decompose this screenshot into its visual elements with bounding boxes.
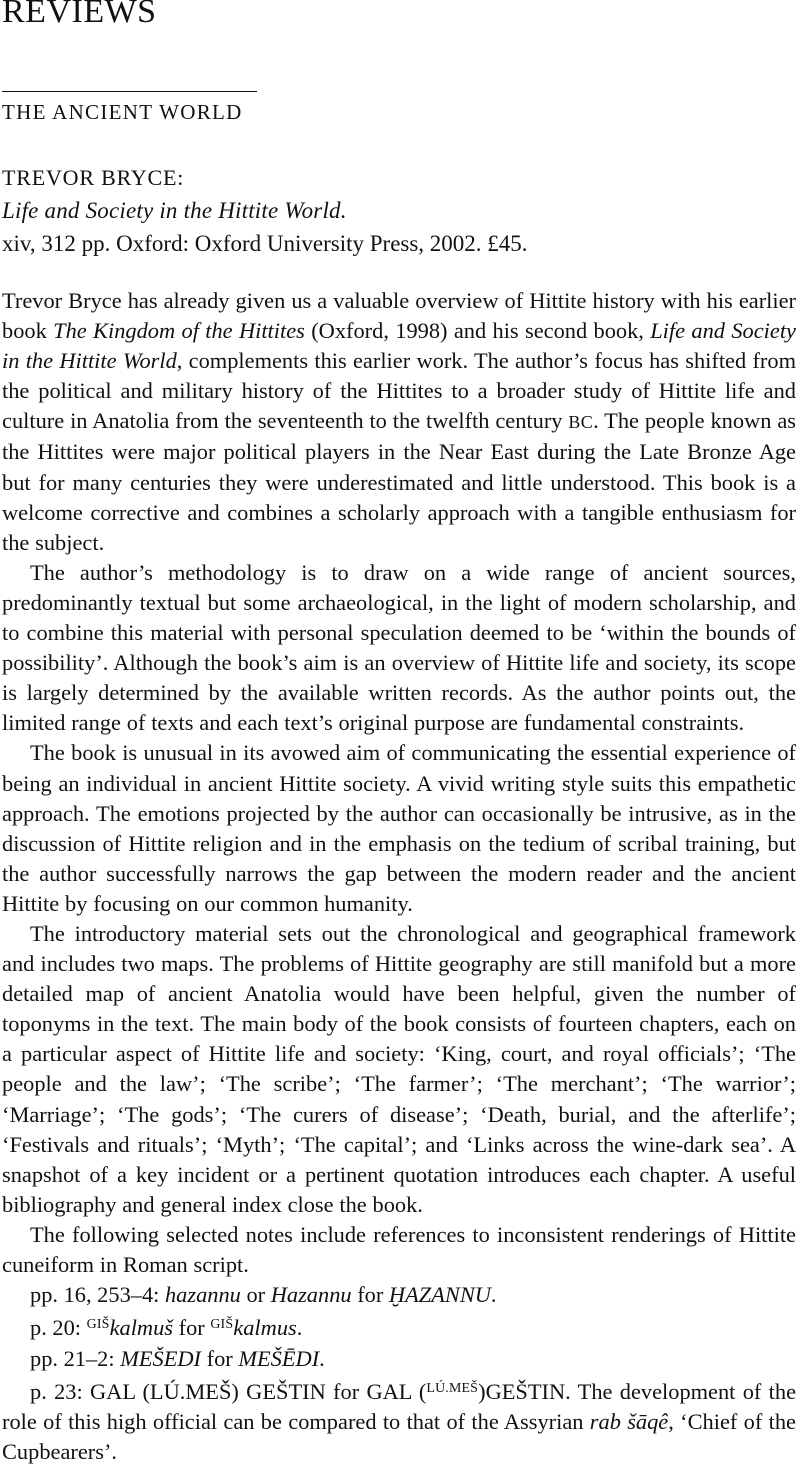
note-1-term-2: Hazannu <box>270 1282 352 1308</box>
cited-title-kingdom-of-the-hittites: The Kingdom of the Hittites <box>53 318 305 344</box>
note-4-determinative: LÚ.MEŠ <box>426 1380 479 1396</box>
bibliographic-header <box>2 162 800 260</box>
cited-title-life-and-society: Life and Society in the Hittite World <box>2 318 796 374</box>
note-2-connector: for <box>173 1315 211 1341</box>
book-title: Life and Society in the Hittite World. <box>2 198 347 223</box>
note-3-term-1: MEŠEDI <box>120 1345 202 1371</box>
note-1-conjunction: or <box>240 1282 271 1308</box>
paragraph-1-text-d: . The people known as the Hittites were major political players in the Near East during the Late Bronze Age but for many centuries they were underestimated and little understood. This book is a welcome corrective and combines a scholarly approach with a tangible enthusiasm for the subject. <box>2 408 796 555</box>
paragraph-4: The introductory material sets out the chronological and geographical framework and includes two maps. The problems of Hittite geography are still manifold but a more detailed map of ancient Anatolia would have been helpful, given the number of toponyms in the text. The main body of the book consists of fourteen chapters, each on a particular aspect of Hittite life and society: ‘King, court, and royal officials’; ‘The people and the law’; ‘The scribe’; ‘The farmer’; ‘The merchant’; ‘The warrior’; ‘Marriage’; ‘The gods’; ‘The curers of disease’; ‘Death, burial, and the afterlife’; ‘Festivals and rituals’; ‘Myth’; ‘The capital’; and ‘Links across the wine-dark sea’. A snapshot of a key incident or a pertinent quotation introduces each chapter. A useful bibliography and general index close the book. <box>2 920 796 1217</box>
note-item-2 <box>2 1310 796 1343</box>
note-3-terminator: . <box>319 1345 325 1371</box>
note-2-term-2: kalmus <box>233 1315 297 1341</box>
note-1-term-3: ḪAZANNU <box>388 1282 491 1308</box>
note-1-connector: for <box>351 1282 389 1308</box>
note-item-1 <box>2 1280 796 1310</box>
note-3-connector: for <box>201 1345 239 1371</box>
paragraph-1 <box>2 286 796 558</box>
paragraph-2: The author’s methodology is to draw on a wide range of ancient sources, predominantly textual but some archaeological, in the light of modern scholarship, and to combine this material with personal speculation deemed to be ‘within the bounds of possibility’. Although the book’s aim is an overview of Hittite life and society, its scope is largely determined by the available written records. As the author points out, the limited range of texts and each text’s original purpose are fundamental constraints. <box>2 559 796 736</box>
note-3-reference: pp. 21–2: <box>30 1345 121 1371</box>
note-4-commentary: )GEŠTIN. The development of the role of this high official can be compared to that of the Assyrian <box>2 1378 797 1434</box>
paragraph-1-text-a: Trevor Bryce has already given us a valuable overview of Hittite history with his earlier book <box>2 288 796 344</box>
review-body <box>2 286 796 1467</box>
note-item-3 <box>2 1344 796 1374</box>
era-abbreviation-bc: BC <box>568 412 594 433</box>
section-divider <box>2 91 257 92</box>
note-2-determinative-1: GIŠ <box>86 1317 110 1333</box>
note-4-gloss: , ‘Chief of the Cupbearers’. <box>2 1408 796 1464</box>
note-2-reference: p. 20: <box>30 1315 87 1341</box>
paragraph-3: The book is unusual in its avowed aim of communicating the essential experience of being an individual in ancient Hittite society. A vivid writing style suits this empathetic approach. The emotions projected by the author can occasionally be intrusive, as in the discussion of Hittite religion and in the emphasis on the tedium of scribal training, but the author successfully narrows the gap between the modern reader and the ancient Hittite by focusing on our common humanity. <box>2 740 796 916</box>
paragraph-1-text-b: (Oxford, 1998) and his second book, <box>304 318 651 344</box>
note-1-term-1: hazannu <box>164 1282 241 1308</box>
note-2-determinative-2: GIŠ <box>210 1317 234 1333</box>
note-1-terminator: . <box>490 1282 497 1308</box>
paragraph-1-text-c: , complements this earlier work. The author’s focus has shifted from the political and military history of the Hittites to a broader study of Hittite life and culture in Anatolia from the seventeenth to the twelfth century <box>2 348 796 434</box>
section-heading: THE ANCIENT WORLD <box>2 100 243 124</box>
note-4-term: rab šāqê <box>589 1408 669 1434</box>
paragraph-5: The following selected notes include references to inconsistent renderings of Hittite cuneiform in Roman script. <box>2 1221 796 1277</box>
book-imprint: xiv, 312 pp. Oxford: Oxford University Press, 2002. £45. <box>2 231 528 256</box>
book-author: TREVOR BRYCE: <box>2 165 185 190</box>
note-3-term-2: MEŠĒDI <box>238 1345 320 1371</box>
note-2-terminator: . <box>296 1315 303 1341</box>
note-1-reference: pp. 16, 253–4: <box>30 1282 165 1308</box>
note-4-reference: p. 23: GAL (LÚ.MEŠ) GEŠTIN for GAL ( <box>30 1378 427 1404</box>
note-item-4 <box>2 1374 796 1467</box>
note-2-term-1: kalmuš <box>109 1315 174 1341</box>
page-title: REVIEWS <box>2 0 157 30</box>
